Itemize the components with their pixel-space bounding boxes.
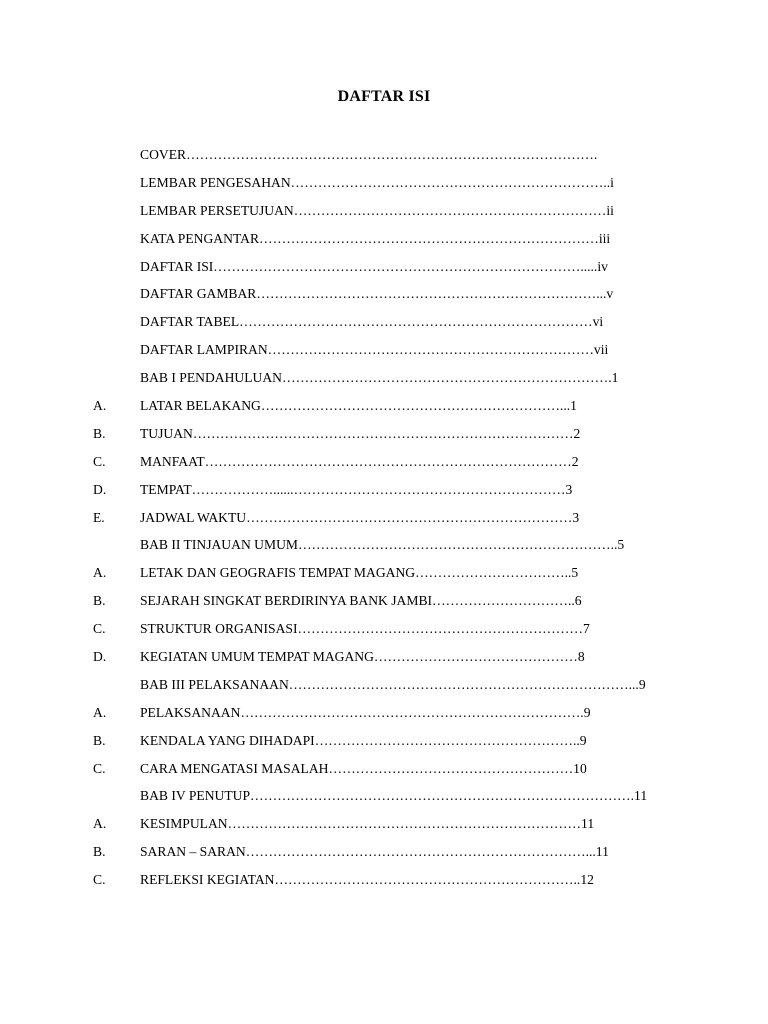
toc-entry <box>93 508 673 536</box>
toc-entry-text: DAFTAR GAMBAR…………………………………………………………………...v <box>140 286 614 302</box>
toc-entry <box>93 786 673 814</box>
toc-entry-text: MANFAAT………………………………………………………………………2 <box>140 453 579 469</box>
toc-entry <box>93 396 673 424</box>
toc-entry-text: LETAK DAN GEOGRAFIS TEMPAT MAGANG……………………………..5 <box>140 565 579 581</box>
toc-entry-letter: A. <box>93 816 107 832</box>
toc-entry <box>93 619 673 647</box>
toc-entry-text: DAFTAR TABEL……………………………………………………………………vi <box>140 314 604 330</box>
toc-entry-text: CARA MENGATASI MASALAH………………………………………………10 <box>140 760 587 776</box>
toc-entry-text: REFLEKSI KEGIATAN…………………………………………………………..12 <box>140 872 594 888</box>
toc-entry <box>93 340 673 368</box>
toc-entry-letter: C. <box>93 760 106 776</box>
toc-entry <box>93 647 673 675</box>
toc-entry-text: SEJARAH SINGKAT BERDIRINYA BANK JAMBI…………………………..6 <box>140 593 582 609</box>
toc-entry <box>93 675 673 703</box>
toc-entry-letter: D. <box>93 481 107 497</box>
toc-entry <box>93 229 673 257</box>
toc-entry-text: BAB III PELAKSANAAN…………………………………………………………………...9 <box>140 676 646 692</box>
toc-entry <box>93 814 673 842</box>
toc-entry-text: COVER………………………………………………………………………………. <box>140 147 598 162</box>
toc-entry <box>93 870 673 898</box>
toc-entry-text: SARAN – SARAN…………………………………………………………………...11 <box>140 844 609 860</box>
toc-entry-text: DAFTAR ISI……………………………………………………………………….....iv <box>140 258 608 274</box>
toc-entry <box>93 173 673 201</box>
toc-entry <box>93 284 673 312</box>
toc-entry-text: TEMPAT………………......……………………………………………………3 <box>140 481 573 497</box>
toc-entry <box>93 731 673 759</box>
toc-entry-text: PELAKSANAAN………………………………………………………………….9 <box>140 704 591 720</box>
toc-entry <box>93 257 673 285</box>
toc-entry-text: KENDALA YANG DIHADAPI…………………………………………………..9 <box>140 732 587 748</box>
toc-entry-text: KATA PENGANTAR…………………………………………………………………iii <box>140 230 611 246</box>
toc-entry-letter: A. <box>93 398 107 414</box>
toc-entry <box>93 145 673 173</box>
toc-entry-text: KEGIATAN UMUM TEMPAT MAGANG………………………………………8 <box>140 649 585 665</box>
toc-entry-letter: D. <box>93 649 107 665</box>
toc-entry-text: BAB I PENDAHULUAN……………………………………………………………….1 <box>140 370 619 386</box>
toc-entry <box>93 201 673 229</box>
toc-entry-text: TUJUAN…………………………………………………………………………2 <box>140 425 581 441</box>
toc-entry-letter: C. <box>93 872 106 888</box>
toc-entry-letter: B. <box>93 593 106 609</box>
toc-entry <box>93 452 673 480</box>
toc-entry-text: BAB II TINJAUAN UMUM……………………………………………………………..5 <box>140 537 625 553</box>
toc-entry <box>93 759 673 787</box>
toc-entry-letter: B. <box>93 732 106 748</box>
page-title: DAFTAR ISI <box>337 88 431 105</box>
toc-entry-text: LEMBAR PERSETUJUAN……………………………………………………………ii <box>140 202 614 218</box>
toc-entry <box>93 703 673 731</box>
toc-entry <box>93 368 673 396</box>
toc-entry-text: JADWAL WAKTU………………………………………………………………3 <box>140 509 580 525</box>
toc-entry-letter: C. <box>93 453 106 469</box>
toc-entry-text: LEMBAR PENGESAHAN……………………………………………………………..i <box>140 174 614 190</box>
toc-entry-letter: E. <box>93 509 105 525</box>
toc-entry-text: LATAR BELAKANG…………………………………………………………...1 <box>140 398 577 414</box>
toc-entry-text: KESIMPULAN……………………………………………………………………11 <box>140 816 595 832</box>
toc-entry <box>93 480 673 508</box>
toc-entry <box>93 535 673 563</box>
toc-entry <box>93 591 673 619</box>
toc-entry-text: STRUKTUR ORGANISASI………………………………………………………7 <box>140 621 590 637</box>
toc-entry-letter: A. <box>93 704 107 720</box>
toc-entry-letter: B. <box>93 844 106 860</box>
toc-entry <box>93 424 673 452</box>
toc-entry-letter: B. <box>93 425 106 441</box>
toc-entry <box>93 312 673 340</box>
toc-entry <box>93 842 673 870</box>
toc-entry <box>93 563 673 591</box>
toc-entry-text: BAB IV PENUTUP………………………………………………………………………….11 <box>140 788 648 804</box>
toc-entry-letter: C. <box>93 621 106 637</box>
toc-entry-letter: A. <box>93 565 107 581</box>
toc-entry-text: DAFTAR LAMPIRAN………………………………………………………………vii <box>140 342 609 358</box>
table-of-contents <box>93 145 673 898</box>
